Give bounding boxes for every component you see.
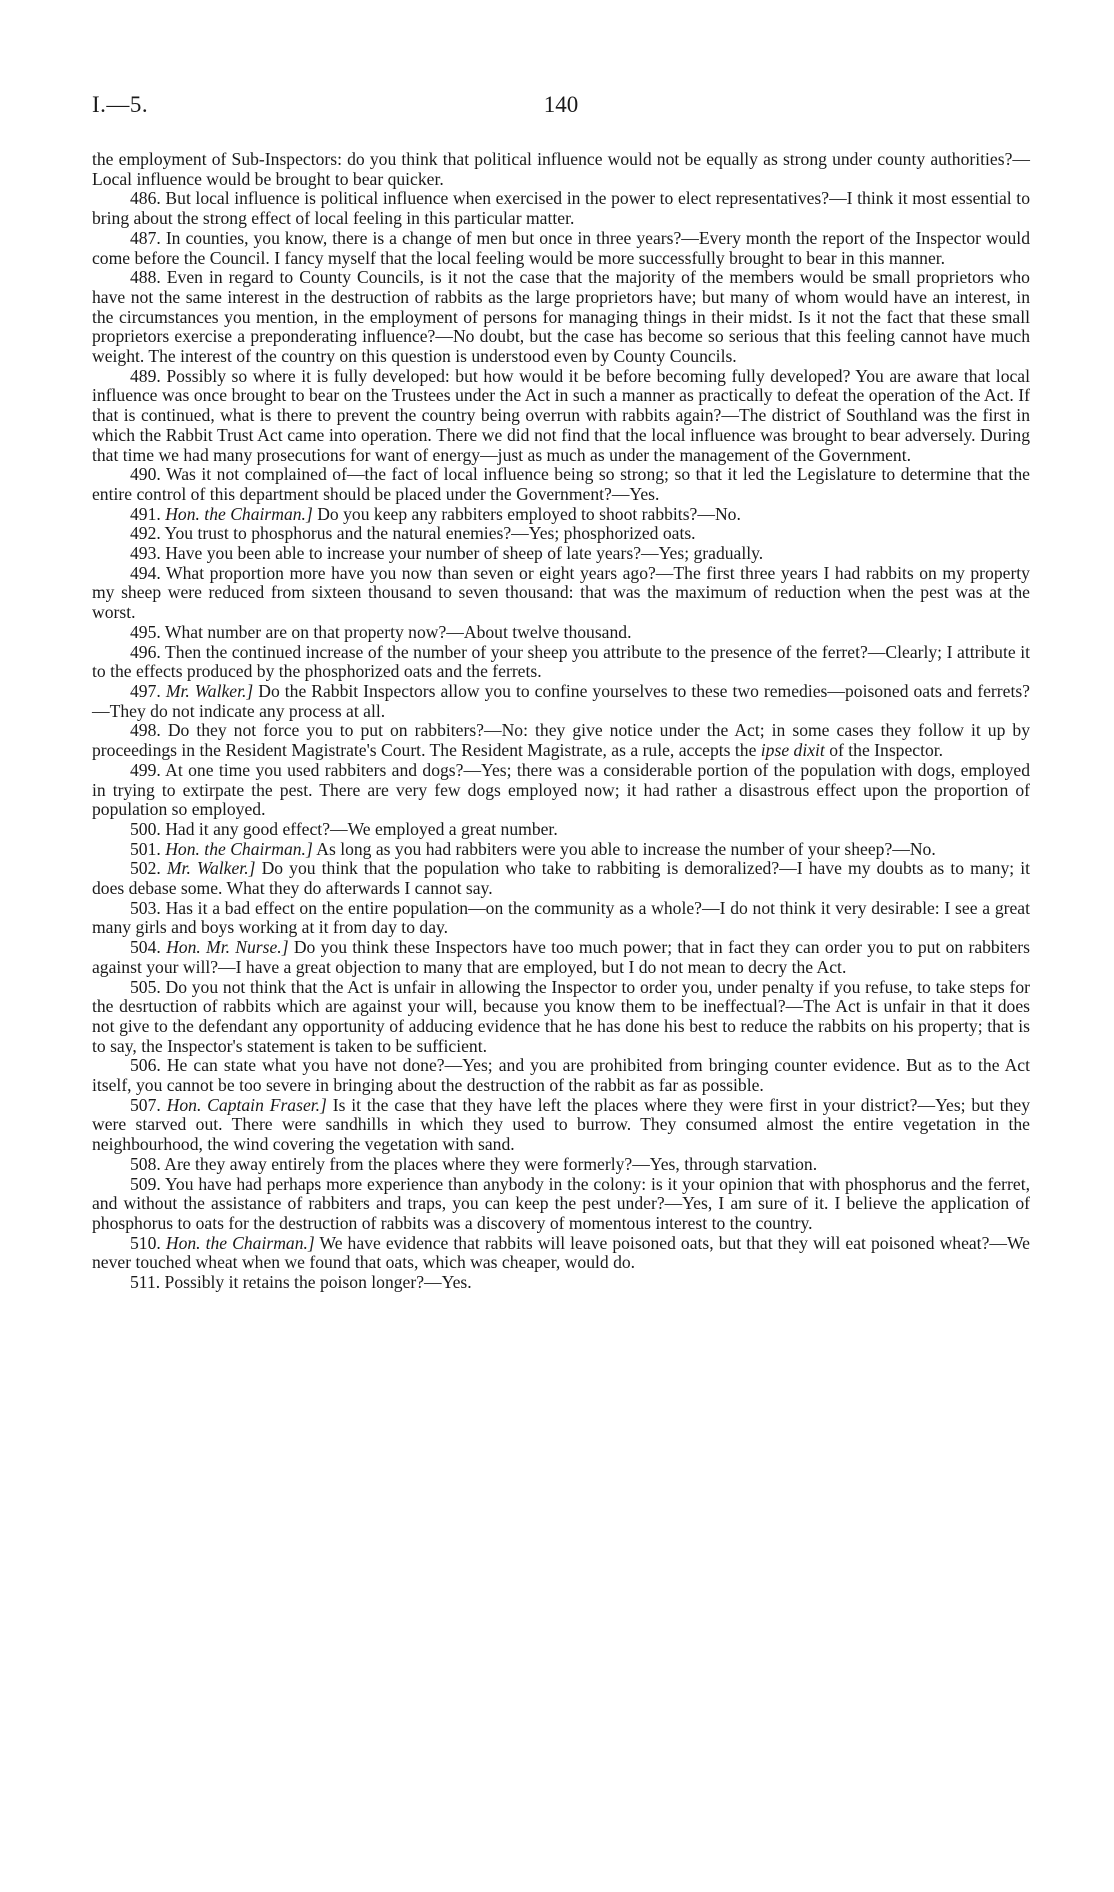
paragraph-text: In counties, you know, there is a change of men but once in three years?—Every month the report of the Inspector would come before the Council. I fancy myself that the local feeling would be more successfully brought to bear in this manner. [92, 227, 1030, 268]
question-number: 486. [130, 188, 161, 209]
paragraph-text: You have had perhaps more experience than anybody in the colony: is it your opinion that with phosphorus and the ferret, and without the assistance of rabbiters and traps, you can keep the pest under?—Yes, I am sure of it. I believe the application of phosphorus to oats for the destruction of rabbits was a discovery of momentous interest to the country. [92, 1173, 1030, 1233]
paragraph-text: Is it the case that they have left the places where they were first in your district?—Yes; but they were starved out. There were sandhills in which they used to burrow. They consumed almost the entire vegetation in the neighbourhood, the wind covering the vegetation with sand. [92, 1094, 1030, 1155]
question-paragraph [92, 189, 1030, 228]
question-paragraph [92, 465, 1030, 504]
question-number: 501. [130, 838, 161, 859]
question-paragraph [92, 978, 1030, 1057]
question-number: 496. [130, 641, 161, 662]
question-number: 511. [130, 1272, 161, 1293]
paragraph-text: Have you been able to increase your number of sheep of late years?—Yes; gradually. [165, 543, 764, 564]
speaker-name: Hon. the Chairman.] [165, 1232, 315, 1253]
question-paragraph [92, 623, 1030, 643]
question-number: 506. [130, 1055, 161, 1076]
paragraph-text: Do you think these Inspectors have too much power; that in fact they can order you to put on rabbiters against your will?—I have a great objection to many that are employed, but I do not mean to decry the Act. [92, 937, 1031, 977]
paragraph-text: What proportion more have you now than seven or eight years ago?—The first three years I had rabbits on my property my sheep were reduced from sixteen thousand to seven thousand: that was the maximum of reduction when the pest was at the worst. [92, 562, 1030, 623]
speaker-name: Hon. the Chairman.] [165, 838, 313, 859]
paragraph-text: He can state what you have not done?—Yes; and you are prohibited from bringing counter evidence. But as to the Act itself, you cannot be too severe in bringing about the destruction of the rabbit as far as possible. [92, 1055, 1030, 1096]
page-number: 140 [543, 92, 579, 117]
question-number: 499. [130, 759, 161, 780]
document-page [92, 92, 1030, 1293]
paragraph-text: Has it a bad effect on the entire population—on the community as a whole?—I do not think it very desirable: I see a great many girls and boys working at it from day to day. [92, 897, 1030, 938]
paragraph-text: You trust to phosphorus and the natural enemies?—Yes; phosphorized oats. [164, 523, 696, 544]
paragraph-text: Even in regard to County Councils, is it not the case that the majority of the members would be small proprietors who have not the same interest in the destruction of rabbits as the large proprietors have; but many of whom would have an interest, in the circumstances you mention, in the employment of persons for managing things in their midst. Is it not the fact that these small proprietors exercise a preponderating influence?—No doubt, but the case has become so serious that this feeling cannot have much weight. The interest of the country on this question is understood even by County Councils. [92, 267, 1030, 367]
question-number: 509. [130, 1173, 161, 1194]
question-number: 490. [130, 464, 161, 485]
question-paragraph [92, 1273, 1030, 1293]
question-paragraph [92, 682, 1030, 721]
paragraph-text: Possibly so where it is fully developed: but how would it be before becoming fully developed? You are aware that local influence was once brought to bear on the Trustees under the Act in such a manner as practically to defeat the operation of the Act. If that is continued, what is there to prevent the country being overrun with rabbits again?—The district of Southland was the first in which the Rabbit Trust Act came into operation. There we did not find that the local influence was brought to bear adversely. During that time we had many prosecutions for want of energy—just as much as under the management of the Government. [92, 365, 1030, 465]
question-number: 493. [130, 543, 161, 564]
question-paragraph [92, 1056, 1030, 1095]
question-paragraph [92, 1155, 1030, 1175]
question-paragraph [92, 1234, 1030, 1273]
paragraph-text: We have evidence that rabbits will leave poisoned oats, but that they will eat poisoned wheat?—We never touched wheat when we found that oats, which was cheaper, would do. [92, 1232, 1030, 1273]
question-paragraph [92, 721, 1030, 760]
speaker-name: Hon. Mr. Nurse.] [166, 937, 289, 958]
question-number: 507. [130, 1094, 161, 1115]
paragraph-text: Do the Rabbit Inspectors allow you to confine yourselves to these two remedies—poisoned oats and ferrets?—They do not indicate any process at all. [92, 680, 1030, 721]
question-number: 505. [130, 976, 161, 997]
speaker-name: Mr. Walker.] [166, 858, 256, 879]
paragraph-text: of the Inspector. [829, 740, 944, 761]
question-paragraph [92, 859, 1030, 898]
paragraph-text: Do they not force you to put on rabbiters?—No: they give notice under the Act; in some cases they follow it up by proceedings in the Resident Magistrate's Court. The Resident Magistrate, as a rule, accepts the [92, 720, 1030, 761]
question-paragraph [92, 1175, 1030, 1234]
question-number: 504. [130, 937, 161, 958]
question-number: 492. [130, 523, 161, 544]
speaker-name: Mr. Walker.] [165, 680, 254, 701]
paragraph-text: As long as you had rabbiters were you able to increase the number of your sheep?—No. [316, 838, 936, 859]
question-paragraph [92, 524, 1030, 544]
question-number: 498. [130, 720, 161, 741]
question-paragraph [92, 899, 1030, 938]
question-number: 510. [130, 1232, 161, 1253]
latin-phrase: ipse dixit [760, 740, 825, 761]
speaker-name: Hon. Captain Fraser.] [166, 1094, 327, 1115]
page-header [92, 92, 1030, 132]
question-paragraph [92, 229, 1030, 268]
paragraph-text: the employment of Sub-Inspectors: do you think that political influence would not be equally as strong under county authorities?—Local influence would be brought to bear quicker. [92, 149, 1030, 189]
question-paragraph [92, 564, 1030, 623]
question-paragraph [92, 150, 1030, 189]
question-paragraph [92, 505, 1030, 525]
paragraph-text: Do you not think that the Act is unfair in allowing the Inspector to order you, under penalty if you refuse, to take steps for the desrtuction of rabbits which are against your will, because you know them to be ineffectual?—The Act is unfair in that it does not give to the defendant any opportunity of adducing evidence that he has done his best to reduce the rabbits on his property; that is to say, the Inspector's statement is taken to be sufficient. [92, 976, 1030, 1056]
paragraph-text: Was it not complained of—the fact of local influence being so strong; so that it led the Legislature to determine that the entire control of this department should be placed under the Government?—Yes. [92, 464, 1030, 504]
speaker-name: Hon. the Chairman.] [165, 503, 313, 524]
paragraph-text: Do you keep any rabbiters employed to shoot rabbits?—No. [317, 503, 741, 524]
paragraph-text: Do you think that the population who take to rabbiting is demoralized?—I have my doubts as to many; it does debase some. What they do afterwards I cannot say. [92, 858, 1030, 899]
question-number: 488. [130, 267, 161, 288]
question-paragraph [92, 1096, 1030, 1155]
question-number: 503. [130, 897, 161, 918]
question-number: 495. [130, 621, 161, 642]
question-number: 497. [130, 680, 161, 701]
question-paragraph [92, 840, 1030, 860]
paragraph-text: Had it any good effect?—We employed a great number. [165, 818, 558, 839]
paragraph-text: Then the continued increase of the number of your sheep you attribute to the presence of the ferret?—Clearly; I attribute it to the effects produced by the phosphorized oats and the ferrets. [92, 641, 1030, 682]
paragraph-text: Possibly it retains the poison longer?—Yes. [164, 1272, 472, 1293]
question-number: 489. [130, 365, 161, 386]
question-number: 491. [130, 503, 161, 524]
paragraph-text: But local influence is political influence when exercised in the power to elect representatives?—I think it most essential to bring about the strong effect of local feeling in this particular matter. [92, 188, 1030, 229]
question-number: 502. [130, 858, 161, 879]
question-paragraph [92, 268, 1030, 367]
question-number: 494. [130, 562, 161, 583]
paragraph-text: At one time you used rabbiters and dogs?—Yes; there was a considerable portion of the population with dogs, employed in trying to extirpate the pest. There are very few dogs employed now; it had rather a disastrous effect upon the proportion of population so employed. [92, 759, 1030, 820]
question-paragraph [92, 938, 1030, 977]
evidence-text [92, 150, 1030, 1293]
question-number: 487. [130, 227, 161, 248]
document-reference: I.—5. [92, 92, 149, 117]
question-paragraph [92, 820, 1030, 840]
paragraph-text: What number are on that property now?—About twelve thousand. [164, 621, 632, 642]
question-paragraph [92, 367, 1030, 466]
question-paragraph [92, 761, 1030, 820]
paragraph-text: Are they away entirely from the places where they were formerly?—Yes, through starvation. [164, 1153, 818, 1174]
question-paragraph [92, 643, 1030, 682]
question-number: 500. [130, 818, 161, 839]
question-paragraph [92, 544, 1030, 564]
question-number: 508. [130, 1153, 161, 1174]
